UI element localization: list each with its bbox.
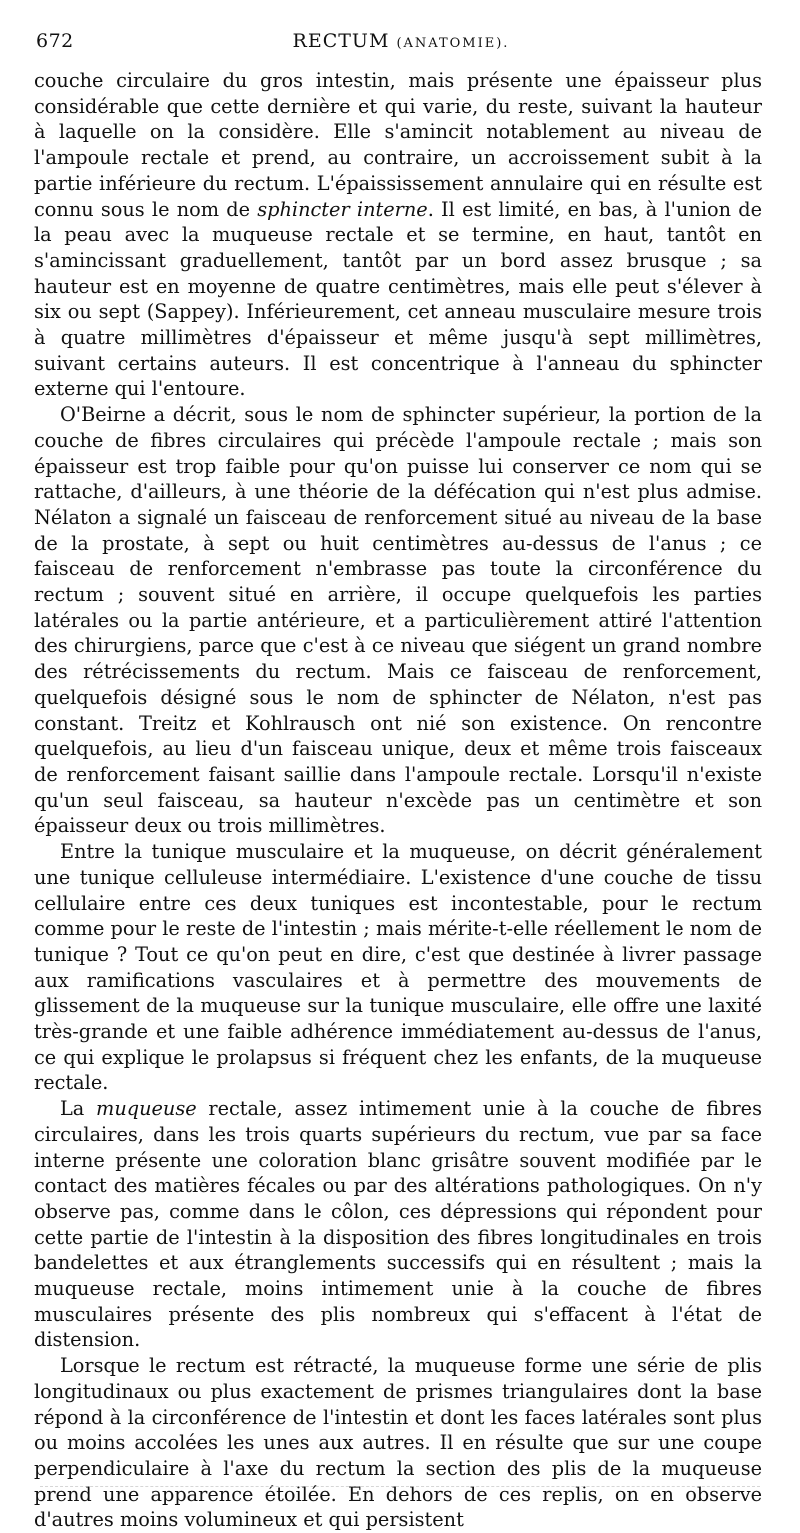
footer-scan-artifact [40,1486,760,1488]
body-text [34,68,762,1533]
paragraph-1-text-continued: . Il est limité, en bas, à l'union de la peau avec la muqueuse rectale et se termine, en haut, tantôt en s'amincissant graduellement, tantôt par un bord assez brusque ; sa hauteur est en moyenne de quatre centimètres, mais elle peut s'élever à six ou sept (Sappey). Inférieurement, cet anneau musculaire mesure trois à quatre millimètres d'épaisseur et même jusqu'à sept millimètres, suivant certains auteurs. Il est concentrique à l'anneau du sphincter externe qui l'entoure. [34,197,762,401]
paragraph-1 [34,68,762,402]
running-title-main: RECTUM [292,30,390,52]
paragraph-4-lead: La [60,1097,97,1121]
paragraph-2: O'Beirne a décrit, sous le nom de sphincter supérieur, la portion de la couche de fibres circulaires qui précède l'ampoule rectale ; mais son épaisseur est trop faible pour qu'on puisse lui conserver ce nom qui se rattache, d'ailleurs, à une théorie de la défécation qui n'est plus admise. Nélaton a signalé un faisceau de renforcement situé au niveau de la base de la prostate, à sept ou huit centimètres au-dessus de l'anus ; ce faisceau de renforcement n'embrasse pas toute la circonférence du rectum ; souvent situé en arrière, il occupe quelquefois les parties latérales ou la partie antérieure, et a particulièrement attiré l'attention des chirurgiens, parce que c'est à ce niveau que siégent un grand nombre des rétrécissements du rectum. Mais ce faisceau de renforcement, quelquefois désigné sous le nom de sphincter de Nélaton, n'est pas constant. Treitz et Kohlrausch ont nié son existence. On rencontre quelquefois, au lieu d'un faisceau unique, deux et même trois faisceaux de renforcement faisant saillie dans l'ampoule rectale. Lorsqu'il n'existe qu'un seul faisceau, sa hauteur n'excède pas un centimètre et son épaisseur deux ou trois millimètres. [34,403,762,838]
running-title-subject: (ANATOMIE). [396,36,510,51]
paragraph-1-text: couche circulaire du gros intestin, mais présente une épaisseur plus considérable que cette dernière et qui varie, du reste, suivant la hauteur à laquelle on la considère. Elle s'amincit notablement au niveau de l'ampoule rectale et prend, au contraire, un accroissement subit à la partie inférieure du rectum. L'épaississement annulaire qui en résulte est connu sous le nom de [34,69,762,221]
running-title [36,30,766,52]
paragraph-1-italic-term: sphincter interne [257,197,428,221]
paragraph-3: Entre la tunique musculaire et la muqueuse, on décrit généralement une tunique celluleuse intermédiaire. L'existence d'une couche de tissu cellulaire entre ces deux tuniques est incontestable, pour le rectum comme pour le reste de l'intestin ; mais mérite-t-elle réellement le nom de tunique ? Tout ce qu'on peut en dire, c'est que destinée à livrer passage aux ramifications vasculaires et à permettre des mouvements de glissement de la muqueuse sur la tunique musculaire, elle offre une laxité très-grande et une faible adhérence immédiatement au-dessus de l'anus, ce qui explique le prolapsus si fréquent chez les enfants, de la muqueuse rectale. [34,840,762,1095]
paragraph-4 [34,1096,762,1353]
paragraph-5: Lorsque le rectum est rétracté, la muqueuse forme une série de plis longitudinaux ou plus exactement de prismes triangulaires dont la base répond à la circonférence de l'intestin et dont les faces latérales sont plus ou moins accolées les unes aux autres. Il en résulte que sur une coupe perpendiculaire à l'axe du rectum la section des plis de la muqueuse prend une apparence étoilée. En dehors de ces replis, on en observe d'autres moins volumineux et qui persistent [34,1354,762,1532]
paragraph-4-italic-term: muqueuse [96,1097,197,1121]
page-number: 672 [36,30,74,52]
paragraph-4-text: rectale, assez intimement unie à la couche de fibres circulaires, dans les trois quarts supérieurs du rectum, vue par sa face interne présente une coloration blanc grisâtre souvent modifiée par le contact des matières fécales ou par des altérations pathologiques. On n'y observe pas, comme dans le côlon, ces dépressions qui répondent pour cette partie de l'intestin à la disposition des fibres longitudinales en trois bandelettes et aux étranglements successifs qui en résultent ; mais la muqueuse rectale, moins intimement unie à la couche de fibres musculaires présente des plis nombreux qui s'effacent à l'état de distension. [34,1097,762,1352]
page-header [36,30,766,60]
